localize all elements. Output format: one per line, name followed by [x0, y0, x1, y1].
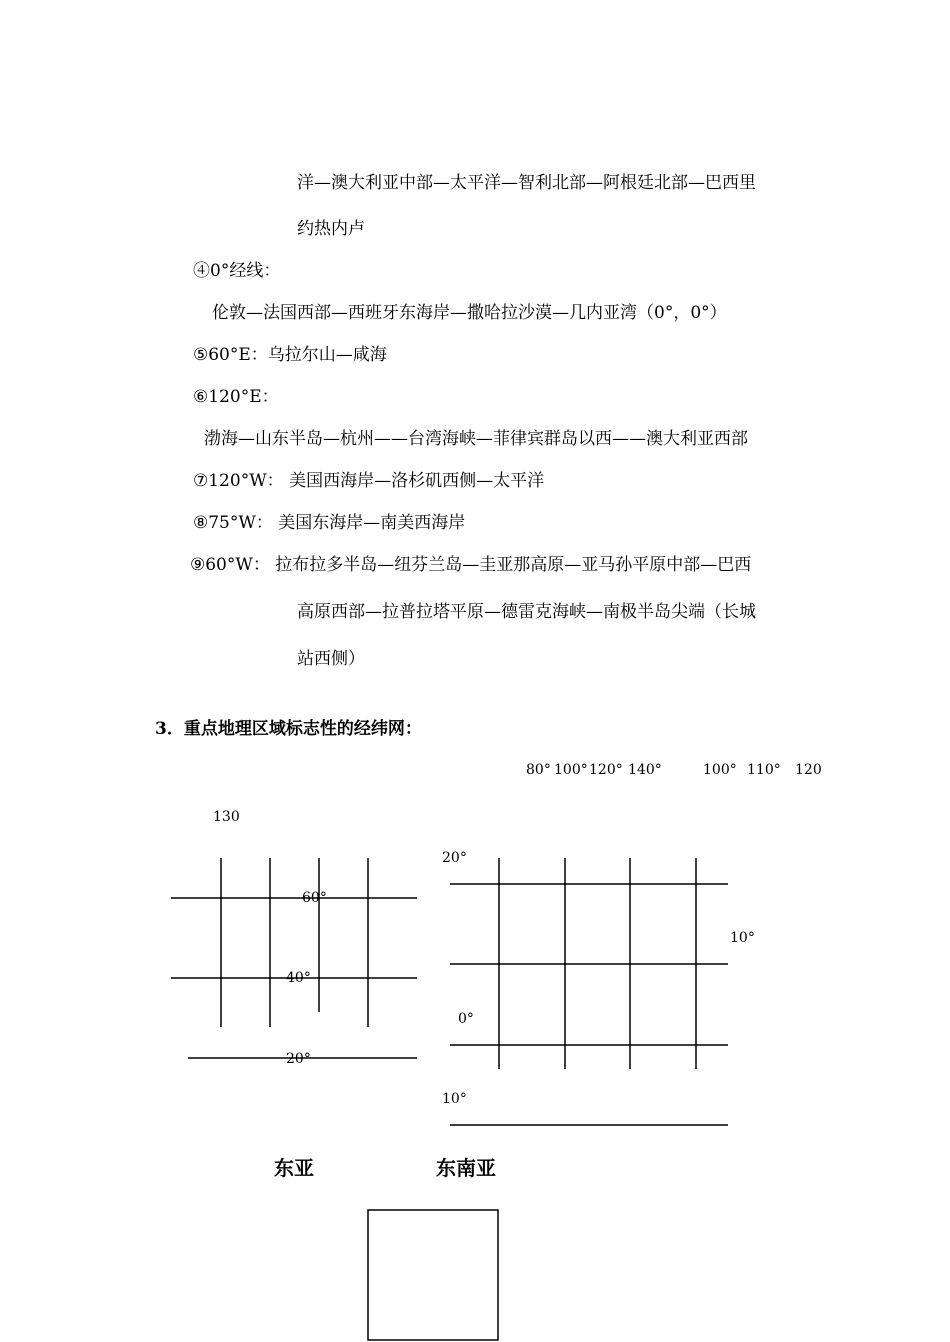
ea-lon-label-120: 120°: [589, 762, 623, 778]
meridian-60w: ⑨60°W： 拉布拉多半岛—纽芬兰岛—圭亚那高原—亚马孙平原中部—巴西: [190, 555, 752, 575]
meridian-60w-end: 站西侧）: [297, 649, 365, 669]
meridian-75w: ⑧75°W： 美国东海岸—南美西海岸: [193, 513, 466, 533]
meridian-60e: ⑤60°E：乌拉尔山—咸海: [193, 345, 387, 365]
meridian-120e-route: 渤海—山东半岛—杭州——台湾海峡—菲律宾群岛以西——澳大利亚西部: [204, 429, 748, 449]
sea-lon-label-120: 120: [795, 762, 822, 778]
southeast-asia-caption: 东南亚: [436, 1156, 496, 1180]
meridian-60w-continued: 高原西部—拉普拉塔平原—德雷克海峡—南极半岛尖端（长城: [297, 602, 756, 622]
ea-lon-label-80: 80°: [526, 762, 551, 778]
blank-map-frame: [368, 1210, 498, 1340]
ea-top-label: 130: [213, 809, 240, 825]
line-route-continued: 洋—澳大利亚中部—太平洋—智利北部—阿根廷北部—巴西里: [297, 173, 756, 193]
ea-lon-label-100: 100°: [554, 762, 588, 778]
east-asia-grid: [171, 858, 417, 1058]
ea-lat-label-20: 20°: [286, 1051, 311, 1067]
meridian-0-heading: ④0°经线：: [193, 261, 281, 281]
sea-lon-label-100: 100°: [703, 762, 737, 778]
east-asia-caption: 东亚: [274, 1156, 314, 1180]
meridian-0-route: 伦敦—法国西部—西班牙东海岸—撒哈拉沙漠—几内亚湾（0°，0°）: [212, 303, 727, 323]
line-route-end: 约热内卢: [297, 219, 365, 239]
sea-lat-label-10-right: 10°: [730, 930, 755, 946]
southeast-asia-grid: [450, 858, 728, 1125]
meridian-120w: ⑦120°W： 美国西海岸—洛杉矶西侧—太平洋: [193, 471, 545, 491]
sea-lat-label-20: 20°: [442, 850, 467, 866]
sea-lat-label-10-bottom: 10°: [442, 1091, 467, 1107]
meridian-120e-heading: ⑥120°E：: [193, 387, 279, 407]
section-heading: 3．重点地理区域标志性的经纬网：: [155, 719, 422, 739]
sea-lon-label-110: 110°: [747, 762, 781, 778]
ea-lon-label-140: 140°: [628, 762, 662, 778]
ea-lat-label-60: 60°: [302, 890, 327, 906]
sea-lat-label-0: 0°: [458, 1011, 474, 1027]
ea-lat-label-40: 40°: [286, 970, 311, 986]
